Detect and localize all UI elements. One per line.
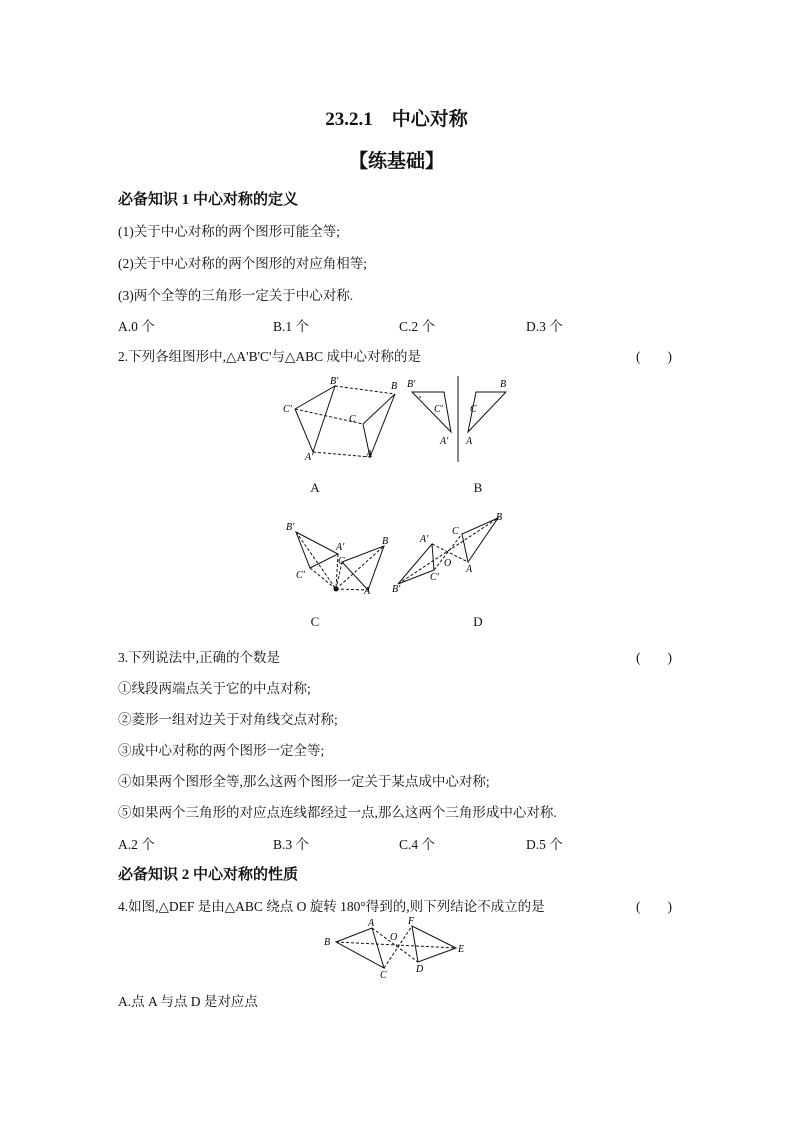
q2-stem: 2.下列各组图形中,△A'B'C'与△ABC 成中心对称的是 [118, 349, 421, 364]
fig-c-label-b-prime: B′ [286, 522, 295, 533]
q3-option-c[interactable]: C.4 个 [399, 837, 436, 852]
figure-b [404, 372, 520, 464]
section-subtitle: 【练基础】 [348, 151, 444, 172]
fig-q4-label-o: O [390, 932, 398, 943]
section2-heading: 必备知识 2 中心对称的性质 [118, 867, 299, 883]
fig-c-label-c-prime: C′ [296, 570, 305, 581]
figure-c [282, 512, 394, 602]
page-title: 23.2.1 中心对称 [325, 109, 468, 130]
fig-q4-label-a: A [368, 918, 375, 929]
fig-d-label-o: O [444, 558, 452, 569]
q2-answer-paren[interactable]: ( ) [636, 349, 672, 364]
fig-a-label-b-prime: B′ [330, 376, 339, 387]
q4-option-a[interactable]: A.点 A 与点 D 是对应点 [118, 994, 258, 1009]
fig-a-label-a: A [366, 449, 373, 460]
fig-b-label-c-prime: C′ [434, 404, 443, 415]
fig-c-label-a: A [364, 586, 371, 597]
q3-item-3: ③成中心对称的两个图形一定全等; [118, 743, 325, 758]
q1-option-a[interactable]: A.0 个 [118, 319, 155, 334]
q3-option-a[interactable]: A.2 个 [118, 837, 155, 852]
fig-d-label-c-prime: C′ [430, 572, 439, 583]
q3-item-4: ④如果两个图形全等,那么这两个图形一定关于某点成中心对称; [118, 774, 490, 789]
fig-c-label-a-prime: A′ [336, 542, 345, 553]
q3-item-2: ②菱形一组对边关于对角线交点对称; [118, 712, 338, 727]
q4-stem: 4.如图,△DEF 是由△ABC 绕点 O 旋转 180°得到的,则下列结论不成立的是 [118, 899, 545, 914]
fig-d-label-c: C [452, 526, 459, 537]
statement-1: (1)关于中心对称的两个图形可能全等; [118, 224, 340, 239]
fig-a-label-c: C [349, 414, 356, 425]
section1-heading: 必备知识 1 中心对称的定义 [118, 192, 299, 208]
fig-q4-label-e: E [458, 944, 465, 955]
figure-d [390, 508, 520, 600]
fig-c-label-b: B [382, 536, 389, 547]
fig-a-label-a-prime: A′ [305, 452, 314, 463]
fig-d-label-a: A [466, 564, 473, 575]
fig-d-label-b-prime: B′ [392, 584, 401, 595]
fig-c-label-c: C [338, 556, 345, 567]
fig-q4-label-f: F [408, 916, 415, 927]
fig-d-label-a-prime: A′ [420, 534, 429, 545]
q1-option-b[interactable]: B.1 个 [273, 319, 310, 334]
fig-a-label-b: B [391, 381, 398, 392]
statement-2: (2)关于中心对称的两个图形的对应角相等; [118, 256, 367, 271]
fig-label-d: D [473, 614, 483, 629]
q1-option-d[interactable]: D.3 个 [526, 319, 563, 334]
fig-b-label-a: A [466, 436, 473, 447]
fig-a-label-c-prime: C′ [283, 404, 292, 415]
fig-q4-label-d: D [416, 964, 424, 975]
fig-q4-label-b: B [324, 937, 331, 948]
fig-b-label-b: B [500, 379, 507, 390]
figure-a [275, 372, 410, 464]
fig-label-b: B [473, 480, 483, 495]
q1-option-c[interactable]: C.2 个 [399, 319, 436, 334]
q3-answer-paren[interactable]: ( ) [636, 650, 672, 665]
fig-label-c: C [310, 614, 320, 629]
fig-d-label-b: B [496, 512, 503, 523]
q3-item-5: ⑤如果两个三角形的对应点连线都经过一点,那么这两个三角形成中心对称. [118, 805, 557, 820]
fig-b-label-b-prime: B′ [407, 379, 416, 390]
fig-label-a: A [310, 480, 320, 495]
fig-b-label-c: C [470, 404, 477, 415]
q3-stem: 3.下列说法中,正确的个数是 [118, 650, 280, 665]
q3-option-d[interactable]: D.5 个 [526, 837, 563, 852]
q3-option-b[interactable]: B.3 个 [273, 837, 310, 852]
fig-q4-label-c: C [380, 970, 387, 981]
q3-item-1: ①线段两端点关于它的中点对称; [118, 681, 311, 696]
figure-q4 [318, 914, 474, 982]
q4-answer-paren[interactable]: ( ) [636, 899, 672, 914]
statement-3: (3)两个全等的三角形一定关于中心对称. [118, 288, 354, 303]
fig-b-label-a-prime: A′ [440, 436, 449, 447]
